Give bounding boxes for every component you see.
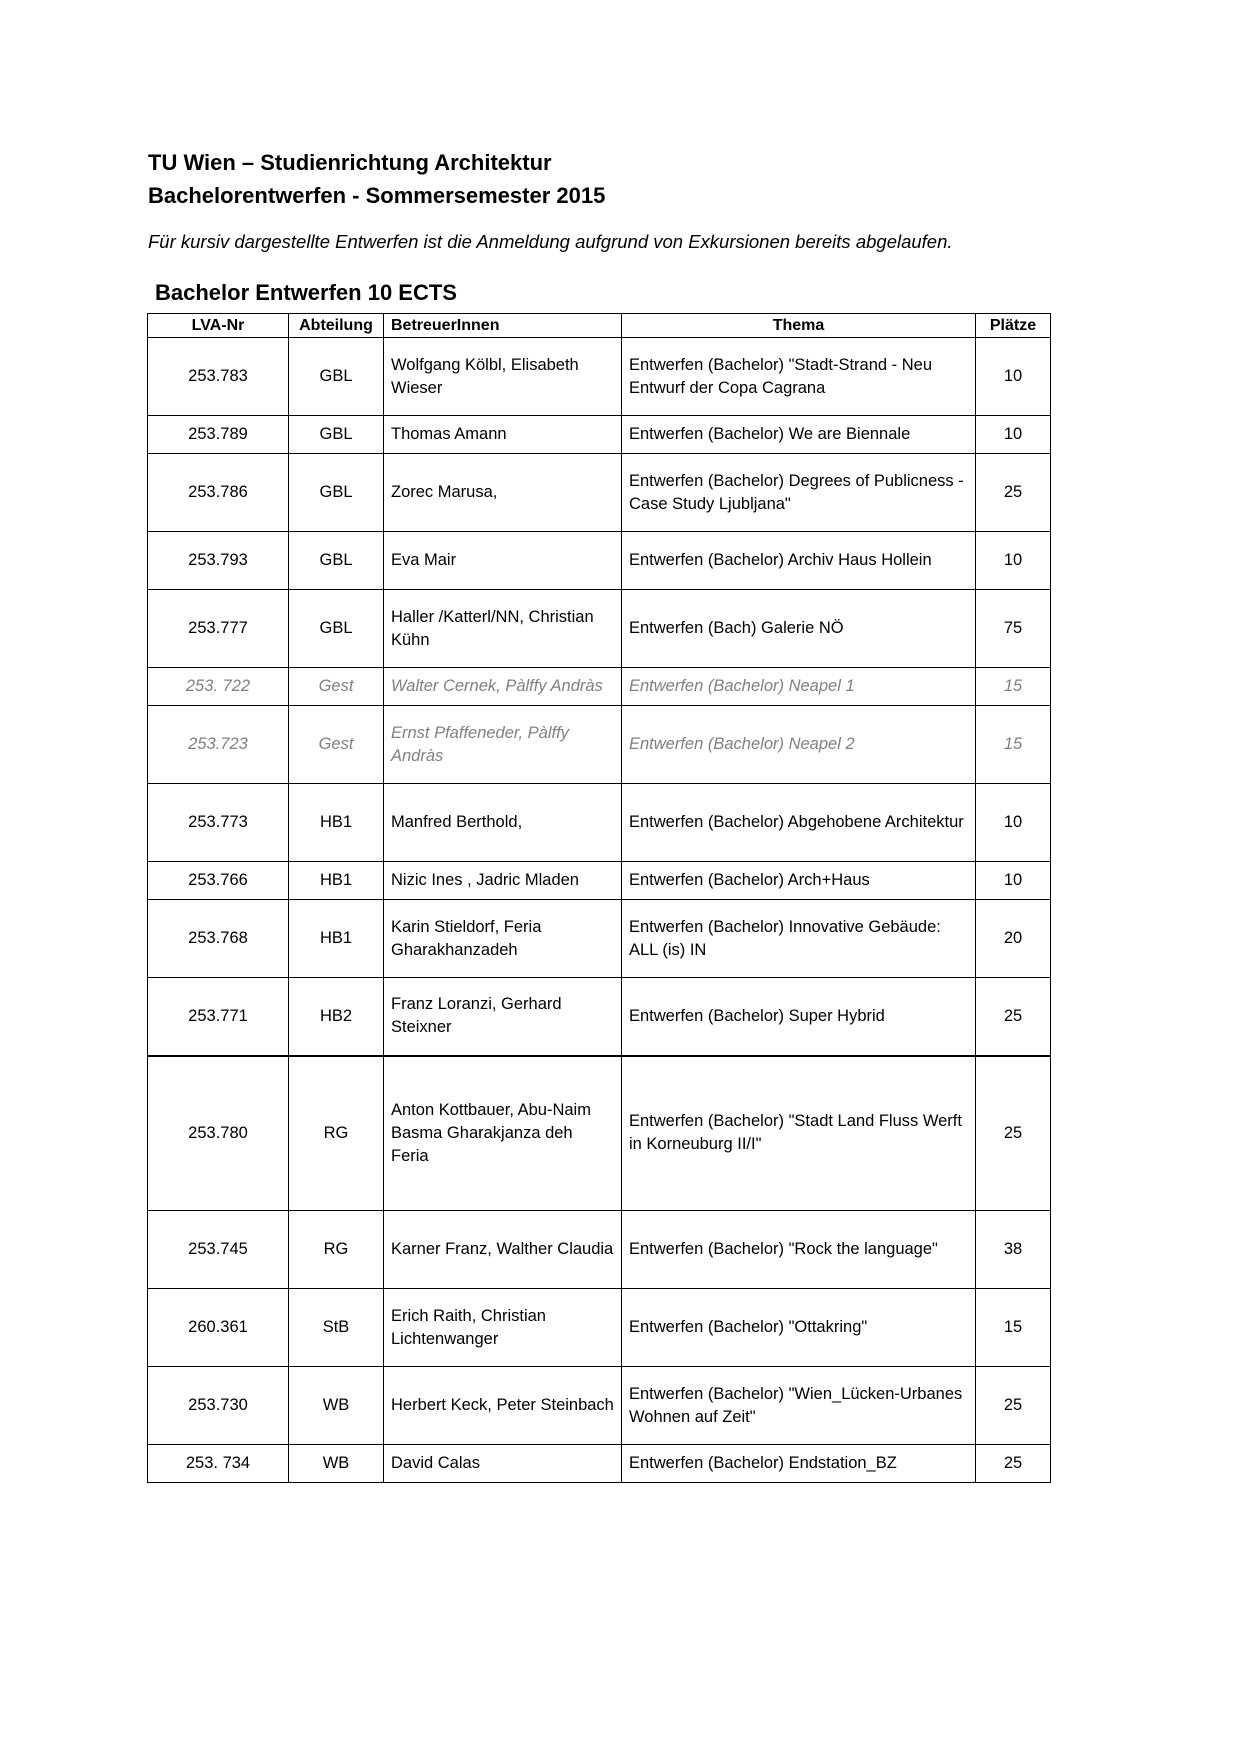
cell-plaetze: 25	[976, 978, 1051, 1056]
cell-betreuer: Karner Franz, Walther Claudia	[384, 1211, 622, 1289]
cell-thema: Entwerfen (Bachelor) "Wien_Lücken-Urbanes Wohnen auf Zeit"	[622, 1367, 976, 1445]
section-title: Bachelor Entwerfen 10 ECTS	[155, 280, 457, 305]
cell-abteilung: HB1	[289, 784, 384, 862]
table-row	[148, 338, 1051, 416]
cell-abteilung: GBL	[289, 338, 384, 416]
cell-abteilung: Gest	[289, 668, 384, 706]
cell-lva-nr: 253.771	[148, 978, 289, 1056]
cell-lva-nr: 253.786	[148, 454, 289, 532]
cell-plaetze: 25	[976, 1445, 1051, 1483]
table-row	[148, 1211, 1051, 1289]
table-row	[148, 416, 1051, 454]
table-row	[148, 1445, 1051, 1483]
cell-plaetze: 25	[976, 1056, 1051, 1211]
cell-thema: Entwerfen (Bachelor) Innovative Gebäude: ALL (is) IN	[622, 900, 976, 978]
cell-plaetze: 10	[976, 532, 1051, 590]
cell-abteilung: WB	[289, 1367, 384, 1445]
cell-thema: Entwerfen (Bachelor) Neapel 1	[622, 668, 976, 706]
cell-abteilung: HB1	[289, 862, 384, 900]
cell-lva-nr: 253.783	[148, 338, 289, 416]
cell-thema: Entwerfen (Bachelor) Abgehobene Architektur	[622, 784, 976, 862]
table-row	[148, 784, 1051, 862]
cell-lva-nr: 253.773	[148, 784, 289, 862]
cell-thema: Entwerfen (Bachelor) We are Biennale	[622, 416, 976, 454]
table-row	[148, 590, 1051, 668]
document-title: TU Wien – Studienrichtung Architektur	[148, 150, 552, 175]
cell-betreuer: David Calas	[384, 1445, 622, 1483]
registration-note: Für kursiv dargestellte Entwerfen ist die Anmeldung aufgrund von Exkursionen bereits abgelaufen.	[148, 231, 953, 252]
cell-lva-nr: 253.768	[148, 900, 289, 978]
cell-thema: Entwerfen (Bachelor) Endstation_BZ	[622, 1445, 976, 1483]
cell-betreuer: Haller /Katterl/NN, Christian Kühn	[384, 590, 622, 668]
cell-abteilung: RG	[289, 1056, 384, 1211]
cell-thema: Entwerfen (Bachelor) Super Hybrid	[622, 978, 976, 1056]
cell-betreuer: Eva Mair	[384, 532, 622, 590]
cell-abteilung: Gest	[289, 706, 384, 784]
cell-plaetze: 15	[976, 1289, 1051, 1367]
cell-lva-nr: 253.730	[148, 1367, 289, 1445]
cell-plaetze: 10	[976, 416, 1051, 454]
header-plaetze: Plätze	[976, 314, 1051, 338]
table-row	[148, 1056, 1051, 1211]
document-subtitle: Bachelorentwerfen - Sommersemester 2015	[148, 183, 606, 208]
cell-thema: Entwerfen (Bachelor) Arch+Haus	[622, 862, 976, 900]
cell-lva-nr: 253.745	[148, 1211, 289, 1289]
cell-betreuer: Erich Raith, Christian Lichtenwanger	[384, 1289, 622, 1367]
cell-thema: Entwerfen (Bachelor) "Stadt Land Fluss Werft in Korneuburg II/I"	[622, 1056, 976, 1211]
cell-lva-nr: 253.777	[148, 590, 289, 668]
cell-betreuer: Walter Cernek, Pàlffy Andràs	[384, 668, 622, 706]
cell-lva-nr: 253. 734	[148, 1445, 289, 1483]
cell-betreuer: Karin Stieldorf, Feria Gharakhanzadeh	[384, 900, 622, 978]
cell-thema: Entwerfen (Bachelor) Neapel 2	[622, 706, 976, 784]
cell-abteilung: GBL	[289, 590, 384, 668]
header-abteilung: Abteilung	[289, 314, 384, 338]
table-row	[148, 978, 1051, 1056]
cell-abteilung: GBL	[289, 532, 384, 590]
cell-abteilung: HB1	[289, 900, 384, 978]
cell-plaetze: 10	[976, 862, 1051, 900]
table-row	[148, 532, 1051, 590]
cell-betreuer: Franz Loranzi, Gerhard Steixner	[384, 978, 622, 1056]
cell-betreuer: Manfred Berthold,	[384, 784, 622, 862]
header-lva-nr: LVA-Nr	[148, 314, 289, 338]
cell-plaetze: 20	[976, 900, 1051, 978]
cell-thema: Entwerfen (Bachelor) "Stadt-Strand - Neu Entwurf der Copa Cagrana	[622, 338, 976, 416]
cell-lva-nr: 253.789	[148, 416, 289, 454]
cell-abteilung: HB2	[289, 978, 384, 1056]
cell-betreuer: Anton Kottbauer, Abu-Naim Basma Gharakjanza deh Feria	[384, 1056, 622, 1211]
cell-lva-nr: 253.793	[148, 532, 289, 590]
cell-betreuer: Zorec Marusa,	[384, 454, 622, 532]
cell-betreuer: Ernst Pfaffeneder, Pàlffy Andràs	[384, 706, 622, 784]
cell-abteilung: RG	[289, 1211, 384, 1289]
cell-abteilung: GBL	[289, 454, 384, 532]
table-row	[148, 862, 1051, 900]
cell-betreuer: Herbert Keck, Peter Steinbach	[384, 1367, 622, 1445]
cell-betreuer: Wolfgang Kölbl, Elisabeth Wieser	[384, 338, 622, 416]
table-row	[148, 454, 1051, 532]
table-row	[148, 1367, 1051, 1445]
cell-lva-nr: 253.723	[148, 706, 289, 784]
cell-thema: Entwerfen (Bach) Galerie NÖ	[622, 590, 976, 668]
cell-thema: Entwerfen (Bachelor) Archiv Haus Hollein	[622, 532, 976, 590]
cell-plaetze: 15	[976, 706, 1051, 784]
cell-plaetze: 10	[976, 784, 1051, 862]
table-row	[148, 900, 1051, 978]
table-row	[148, 668, 1051, 706]
cell-abteilung: StB	[289, 1289, 384, 1367]
cell-plaetze: 25	[976, 454, 1051, 532]
header-betreuer: BetreuerInnen	[384, 314, 622, 338]
cell-plaetze: 75	[976, 590, 1051, 668]
cell-betreuer: Thomas Amann	[384, 416, 622, 454]
cell-abteilung: GBL	[289, 416, 384, 454]
cell-thema: Entwerfen (Bachelor) "Rock the language"	[622, 1211, 976, 1289]
cell-abteilung: WB	[289, 1445, 384, 1483]
table-row	[148, 706, 1051, 784]
cell-plaetze: 25	[976, 1367, 1051, 1445]
table-row	[148, 1289, 1051, 1367]
course-table	[147, 313, 1051, 1483]
cell-plaetze: 15	[976, 668, 1051, 706]
header-thema: Thema	[622, 314, 976, 338]
cell-lva-nr: 253.766	[148, 862, 289, 900]
cell-lva-nr: 253.780	[148, 1056, 289, 1211]
cell-lva-nr: 260.361	[148, 1289, 289, 1367]
cell-lva-nr: 253. 722	[148, 668, 289, 706]
cell-plaetze: 38	[976, 1211, 1051, 1289]
cell-betreuer: Nizic Ines , Jadric Mladen	[384, 862, 622, 900]
table-header-row	[148, 314, 1051, 338]
cell-thema: Entwerfen (Bachelor) Degrees of Publicness - Case Study Ljubljana"	[622, 454, 976, 532]
cell-plaetze: 10	[976, 338, 1051, 416]
cell-thema: Entwerfen (Bachelor) "Ottakring"	[622, 1289, 976, 1367]
